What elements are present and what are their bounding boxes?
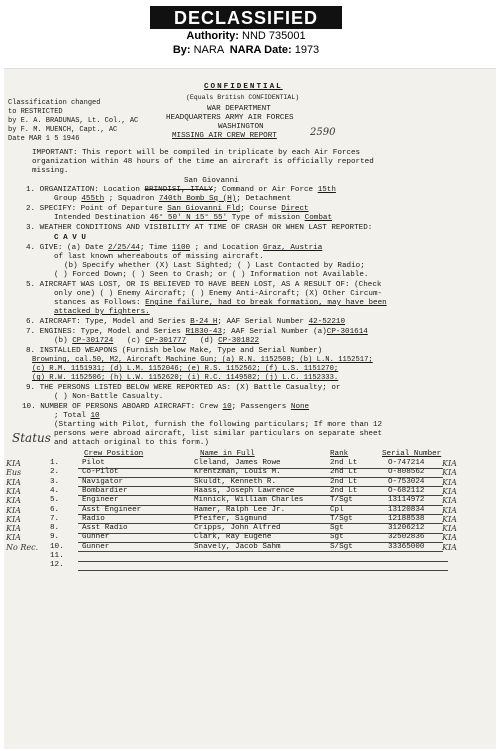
crew-position: Co-Pilot bbox=[82, 468, 119, 477]
row-rule bbox=[78, 551, 443, 552]
classification-by-1: by E. A. BRADUNAS, Lt. Col., AC bbox=[8, 117, 139, 125]
crew-status: Eus bbox=[6, 468, 22, 478]
crew-serial: O-808562 bbox=[388, 468, 425, 477]
crew-rank: T/Sgt bbox=[330, 496, 353, 505]
crew-kia-mark: KIA bbox=[442, 505, 457, 515]
mission-label: Type of mission bbox=[231, 214, 301, 222]
total-label: ; Total bbox=[54, 412, 86, 420]
aircraft-serial-label: ; AAF Serial Number bbox=[217, 318, 304, 326]
crew-status: KIA bbox=[6, 514, 21, 524]
org-location-struck: BRINDISI, ITALY bbox=[144, 186, 213, 194]
crew-kia-mark: KIA bbox=[442, 468, 457, 478]
war-department: WAR DEPARTMENT bbox=[207, 105, 271, 113]
item-5-circumstances bbox=[54, 299, 387, 308]
crew-number: 4. bbox=[50, 486, 60, 495]
authority-value: NND 735001 bbox=[242, 30, 306, 42]
crew-label: 10. NUMBER OF PERSONS ABOARD AIRCRAFT: Crew bbox=[22, 403, 218, 411]
engine-serial-a: CP-301614 bbox=[326, 328, 368, 336]
crew-rank: Sgt bbox=[330, 524, 344, 533]
crew-rank: Sgt bbox=[330, 533, 344, 542]
course-value: Direct bbox=[281, 205, 309, 213]
crew-number: 12. bbox=[50, 561, 64, 570]
crew-position: Asst Engineer bbox=[82, 505, 142, 514]
important-line-3: missing. bbox=[32, 167, 69, 175]
report-page bbox=[4, 68, 496, 749]
crew-kia-mark: KIA bbox=[442, 514, 457, 524]
item-4-forced: ( ) Forced Down; ( ) Seen to Crash; or ( ) Information not Available. bbox=[54, 271, 369, 279]
crew-position: Navigator bbox=[82, 477, 124, 486]
total-value: 10 bbox=[90, 412, 100, 420]
mission-value: Combat bbox=[304, 214, 333, 222]
crew-rank: T/Sgt bbox=[330, 514, 353, 523]
british-equivalent: (Equals British CONFIDENTIAL) bbox=[186, 94, 300, 101]
stamp-title: DECLASSIFIED bbox=[150, 6, 342, 29]
squadron-value: 740th Bomb Sq (H) bbox=[158, 195, 237, 203]
crew-status: No Rec. bbox=[6, 542, 39, 552]
crew-kia-mark: KIA bbox=[442, 459, 457, 468]
crew-position: Engineer bbox=[82, 496, 119, 505]
time-value: 1100 bbox=[171, 244, 191, 252]
stamp-authority bbox=[150, 29, 342, 43]
crew-number: 7. bbox=[50, 514, 60, 523]
date-value: 1973 bbox=[294, 44, 320, 56]
crew-name: Haass, Joseph Lawrence bbox=[194, 486, 295, 495]
crew-status: KIA bbox=[6, 533, 21, 543]
important-line-1: IMPORTANT: This report will be compiled in triplicate by each Air Forces bbox=[32, 149, 361, 157]
item-5-check: only one) ( ) Enemy Aircraft; ( ) Enemy Anti-Aircraft; (X) Other Circum- bbox=[54, 290, 383, 298]
location-value: Graz, Austria bbox=[263, 244, 323, 252]
org-label: 1. ORGANIZATION: Location bbox=[26, 186, 140, 194]
item-4-whereabouts: of last known whereabouts of missing aircraft. bbox=[54, 253, 264, 261]
item-2-specify bbox=[26, 205, 309, 214]
crew-number: 10. bbox=[50, 542, 64, 551]
crew-name: Minnick, William Charles bbox=[194, 496, 304, 505]
crew-serial: O-682112 bbox=[388, 486, 425, 495]
item-2-destination-line bbox=[54, 214, 332, 223]
item-7-engine-serials bbox=[54, 337, 259, 346]
by-label: By: bbox=[172, 44, 191, 56]
item-10-note-1: (Starting with Pilot, furnish the following particulars; If more than 12 bbox=[54, 421, 383, 429]
crew-serial: O-753024 bbox=[388, 477, 425, 486]
crew-serial: O-747214 bbox=[388, 459, 425, 467]
weather-value: C A V U bbox=[54, 234, 86, 242]
item-10-note-2: persons were abroad aircraft, list similar particulars on separate sheet bbox=[54, 430, 383, 438]
weapons-line-1: Browning, cal.50, M2, Aircraft Machine Gun; (a) R.N. 1152508; (b) L.N. 1152517; bbox=[32, 356, 373, 364]
crew-number: 6. bbox=[50, 505, 60, 514]
time-label: ; Time bbox=[139, 244, 168, 252]
departure-value: San Giovanni Fld bbox=[167, 205, 241, 213]
item-9-nonbattle: ( ) Non-Battle Casualty. bbox=[54, 393, 164, 401]
crew-kia-mark: KIA bbox=[442, 496, 457, 506]
header-serial-number: Serial Number bbox=[382, 450, 442, 458]
crew-name: Cripps, John Alfred bbox=[194, 524, 281, 533]
crew-rank: S/Sgt bbox=[330, 542, 353, 551]
classification-date: Date MAR 1 5 1946 bbox=[8, 135, 80, 143]
crew-position: Gunner bbox=[82, 533, 110, 542]
course-label: ; Course bbox=[240, 205, 277, 213]
crew-serial: 32502836 bbox=[388, 533, 425, 542]
classification-restricted: to RESTRICTED bbox=[8, 108, 63, 116]
crew-status: KIA bbox=[6, 459, 21, 468]
authority-label: Authority: bbox=[186, 30, 239, 42]
destination-label: Intended Destination bbox=[54, 214, 146, 222]
crew-rank: 2nd Lt bbox=[330, 486, 358, 495]
passengers-value: None bbox=[290, 403, 310, 411]
engine-serial-d: CP-301822 bbox=[218, 337, 260, 345]
declassified-stamp bbox=[150, 6, 342, 57]
aircraft-value: B-24 H bbox=[190, 318, 218, 326]
crew-status: KIA bbox=[6, 486, 21, 496]
crew-number: 2. bbox=[50, 468, 60, 477]
crew-status: KIA bbox=[6, 496, 21, 506]
item-3-weather: 3. WEATHER CONDITIONS AND VISIBILITY AT TIME OF CRASH OR WHEN LAST REPORTED: bbox=[26, 224, 373, 232]
engine-serial-label: ; AAF Serial Number (a) bbox=[221, 328, 327, 336]
destination-value: 46° 50' N 15° 55' bbox=[149, 214, 228, 222]
report-title: MISSING AIR CREW REPORT bbox=[172, 132, 277, 140]
weapons-line-2: (c) R.M. 1151931; (d) L.M. 1152046; (e) R.S. 1152562; (f) L.S. 1151270; bbox=[32, 365, 339, 373]
engine-c-label: (c) bbox=[126, 337, 141, 345]
crew-name: Hamer, Ralph Lee Jr. bbox=[194, 505, 286, 514]
crew-number: 11. bbox=[50, 552, 64, 560]
date-label: 4. GIVE: (a) Date bbox=[26, 244, 104, 252]
engine-d-label: (d) bbox=[199, 337, 214, 345]
date-label: NARA Date: bbox=[229, 44, 292, 56]
classification-by-2: by F. M. MUENCH, Capt., AC bbox=[8, 126, 118, 134]
location-label: ; and Location bbox=[194, 244, 259, 252]
group-label: Group bbox=[54, 195, 77, 203]
item-7-engines bbox=[26, 328, 368, 337]
crew-status: KIA bbox=[6, 505, 21, 515]
header-name-in-full: Name in Full bbox=[200, 450, 255, 458]
crew-serial: 13114972 bbox=[388, 496, 425, 505]
engines-value: R1830-43 bbox=[185, 328, 222, 336]
crew-name: Snavely, Jacob Sahm bbox=[194, 542, 281, 551]
weapons-line-3: (g) R.W. 1152506; (h) L.W. 1152620; (i) R.C. 1149582; (j) L.C. 1152333. bbox=[32, 374, 339, 382]
crew-kia-mark: KIA bbox=[442, 524, 457, 534]
crew-name: Pfeifer, Sigmund bbox=[194, 514, 267, 523]
item-8-weapons: 8. INSTALLED WEAPONS (Furnish below Make, Type and Serial Number) bbox=[26, 347, 323, 355]
important-line-2: organization within 48 hours of the time an aircraft is officially reported bbox=[32, 158, 374, 166]
engine-serial-b: CP-301724 bbox=[72, 337, 114, 345]
squadron-label: ; Squadron bbox=[108, 195, 155, 203]
crew-status: KIA bbox=[6, 477, 21, 487]
command-value: 15th bbox=[317, 186, 336, 194]
item-10-total bbox=[54, 412, 100, 421]
crew-position: Bombardier bbox=[82, 486, 128, 495]
stamp-by bbox=[150, 43, 342, 57]
crew-position: Pilot bbox=[82, 459, 105, 467]
crew-kia-mark: KIA bbox=[442, 533, 457, 543]
crew-rank: 2nd Lt bbox=[330, 477, 358, 486]
item-5-lost: 5. AIRCRAFT WAS LOST, OR IS BELIEVED TO HAVE BEEN LOST, AS A RESULT OF: (Check bbox=[26, 281, 382, 289]
crew-number: 1. bbox=[50, 459, 60, 467]
crew-name: Cleland, James Rowe bbox=[194, 459, 281, 467]
command-label: ; Command or Air Force bbox=[212, 186, 314, 194]
header-crew-position: Crew Position bbox=[84, 450, 144, 458]
crew-number: 5. bbox=[50, 496, 60, 505]
passengers-label: ; Passengers bbox=[231, 403, 287, 411]
item-4-specify: (b) Specify whether (X) Last Sighted; ( ) Last Contacted by Radio; bbox=[64, 262, 365, 270]
location-correction: San Giovanni bbox=[184, 177, 239, 185]
item-10-note-3: and attach original to this form.) bbox=[54, 439, 209, 447]
row-rule bbox=[78, 570, 448, 571]
crew-rank: 2nd Lt bbox=[330, 468, 358, 477]
circumstances-value-cont: attacked by fighters. bbox=[54, 308, 150, 316]
crew-name: Skuldt, Kenneth R. bbox=[194, 477, 277, 486]
headquarters: HEADQUARTERS ARMY AIR FORCES bbox=[166, 114, 294, 122]
crew-rank: Cpl bbox=[330, 505, 344, 514]
item-1-organization bbox=[26, 186, 336, 195]
crew-number: 3. bbox=[50, 477, 60, 486]
engine-b-label: (b) bbox=[54, 337, 68, 345]
aircraft-serial-value: 42-52210 bbox=[308, 318, 346, 326]
by-value: NARA bbox=[193, 44, 224, 56]
report-number: 2590 bbox=[310, 127, 336, 138]
engine-serial-c: CP-301777 bbox=[145, 337, 187, 345]
departure-label: 2. SPECIFY: Point of Departure bbox=[26, 205, 163, 213]
crew-value: 10 bbox=[222, 403, 232, 411]
crew-name: Clark, Ray Eugene bbox=[194, 533, 272, 542]
crew-position: Asst Radio bbox=[82, 524, 128, 533]
city: WASHINGTON bbox=[218, 123, 264, 131]
item-1-group-line bbox=[54, 195, 291, 204]
detachment-label: ; Detachment bbox=[236, 195, 292, 203]
row-rule bbox=[78, 561, 448, 562]
crew-rank: 2nd Lt bbox=[330, 459, 358, 467]
crew-kia-mark: KIA bbox=[442, 477, 457, 487]
date-value: 2/25/44 bbox=[108, 244, 140, 252]
header-rank: Rank bbox=[330, 450, 349, 458]
crew-kia-mark: KIA bbox=[442, 486, 457, 496]
item-10-number bbox=[22, 403, 309, 412]
item-6-aircraft bbox=[26, 318, 345, 327]
circumstances-label: stances as Follows: bbox=[54, 299, 141, 307]
classification-changed: Classification changed bbox=[8, 99, 101, 107]
status-handwritten: Status bbox=[12, 431, 51, 445]
group-value: 455th bbox=[81, 195, 105, 203]
engines-label: 7. ENGINES: Type, Model and Series bbox=[26, 328, 181, 336]
crew-serial: 31206212 bbox=[388, 524, 425, 533]
aircraft-label: 6. AIRCRAFT: Type, Model and Series bbox=[26, 318, 186, 326]
crew-serial: 33365000 bbox=[388, 542, 425, 551]
crew-number: 8. bbox=[50, 524, 60, 533]
item-4-give bbox=[26, 244, 322, 253]
crew-position: Radio bbox=[82, 514, 105, 523]
crew-serial: 13120834 bbox=[388, 505, 425, 514]
confidential-heading: CONFIDENTIAL bbox=[204, 83, 283, 91]
crew-serial: 12188538 bbox=[388, 514, 425, 523]
circumstances-value: Engine failure, had to break formation, may have been bbox=[145, 299, 387, 307]
crew-name: Krentzman, Louis M. bbox=[194, 468, 281, 477]
item-9-persons: 9. THE PERSONS LISTED BELOW WERE REPORTED AS: (X) Battle Casualty; or bbox=[26, 384, 341, 392]
crew-position: Gunner bbox=[82, 542, 110, 551]
crew-status: KIA bbox=[6, 524, 21, 534]
crew-number: 9. bbox=[50, 533, 60, 542]
crew-kia-mark: KIA bbox=[442, 542, 457, 552]
